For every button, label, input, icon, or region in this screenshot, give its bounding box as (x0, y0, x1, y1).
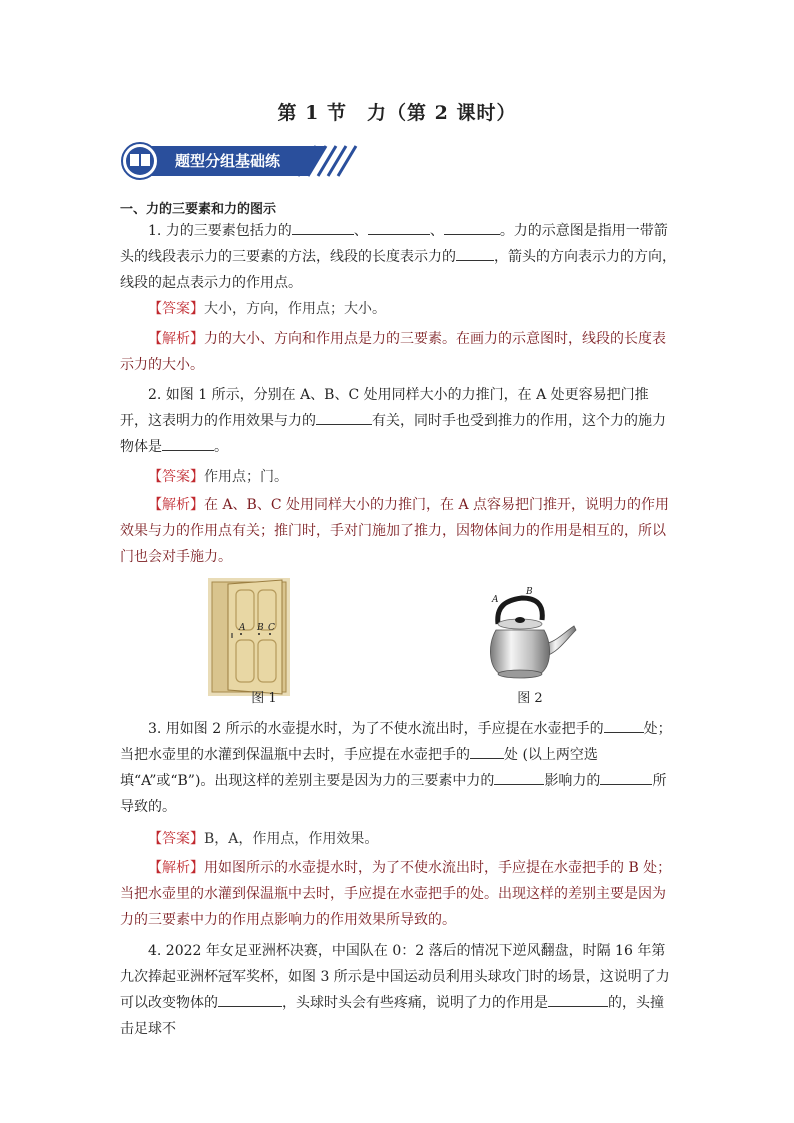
kettle-figure (482, 586, 582, 686)
question-3: 3. 用如图 2 所示的水壶提水时，为了不使水流出时，手应提在水壶把手的 处；当把水壶里的水灌到保温瓶中去时，手应提在水壶把手的 处 (以上两空选填“A”或“B”)。出现这样的差别主要是因为力的三要素中力的 影响力的 所导致的。 (120, 716, 676, 820)
explanation-2: 【解析】在 A、B、C 处用同样大小的力推门，在 A 点容易把门推开，说明力的作用效果与力的作用点有关；推门时，手对门施加了推力，因物体间力的作用是相互的，所以门也会对手施力。 (120, 497, 670, 565)
door-label-a: A (239, 623, 246, 633)
figure-1-caption: 图 1 (251, 691, 277, 706)
answer-2: 【答案】作用点；门。 (148, 469, 288, 485)
book-icon (130, 153, 150, 167)
door-label-b: B (257, 623, 264, 633)
explanation-1: 【解析】力的大小、方向和作用点是力的三要素。在画力的示意图时，线段的长度表示力的大小。 (120, 331, 666, 373)
kettle-label-a: A (492, 595, 499, 605)
explanation-3: 【解析】用如图所示的水壶提水时，为了不使水流出时，手应提在水壶把手的 B 处；当把水壶里的水灌到保温瓶中去时，手应提在水壶把手的处。出现这样的差别主要是因为力的三要素中力的作用点影响力的作用效果所导致的。 (120, 860, 672, 928)
section-heading: 一、力的三要素和力的图示 (120, 202, 277, 217)
banner-label: 题型分组基础练 (175, 152, 281, 170)
question-1: 1. 力的三要素包括力的 、 、 。力的示意图是指用一带箭头的线段表示力的三要素的方法，线段的长度表示力的 ，箭头的方向表示力的方向，线段的起点表示力的作用点。 (120, 218, 676, 296)
door-label-c: C (268, 623, 275, 633)
door-figure (208, 578, 290, 696)
figure-2-caption: 图 2 (517, 691, 543, 706)
question-2: 2. 如图 1 所示，分别在 A、B、C 处用同样大小的力推门，在 A 处更容易把门推开，这表明力的作用效果与力的 有关，同时手也受到推力的作用，这个力的施力物体是 。 (120, 387, 666, 455)
question-4: 4. 2022 年女足亚洲杯决赛，中国队在 0：2 落后的情况下逆风翻盘，时隔 16 年第九次捧起亚洲杯冠军奖杯，如图 3 所示是中国运动员利用头球攻门时的场景，这说明了力可以改变物体的 ，头球时头会有些疼痛，说明了力的作用是 的，头撞击足球不 (120, 943, 670, 1037)
kettle-label-b: B (526, 587, 533, 597)
page-title: 第 1 节 力（第 2 课时） (277, 102, 517, 124)
answer-3: 【答案】B，A，作用点，作用效果。 (148, 831, 379, 847)
answer-1: 【答案】大小，方向，作用点；大小。 (148, 301, 386, 317)
